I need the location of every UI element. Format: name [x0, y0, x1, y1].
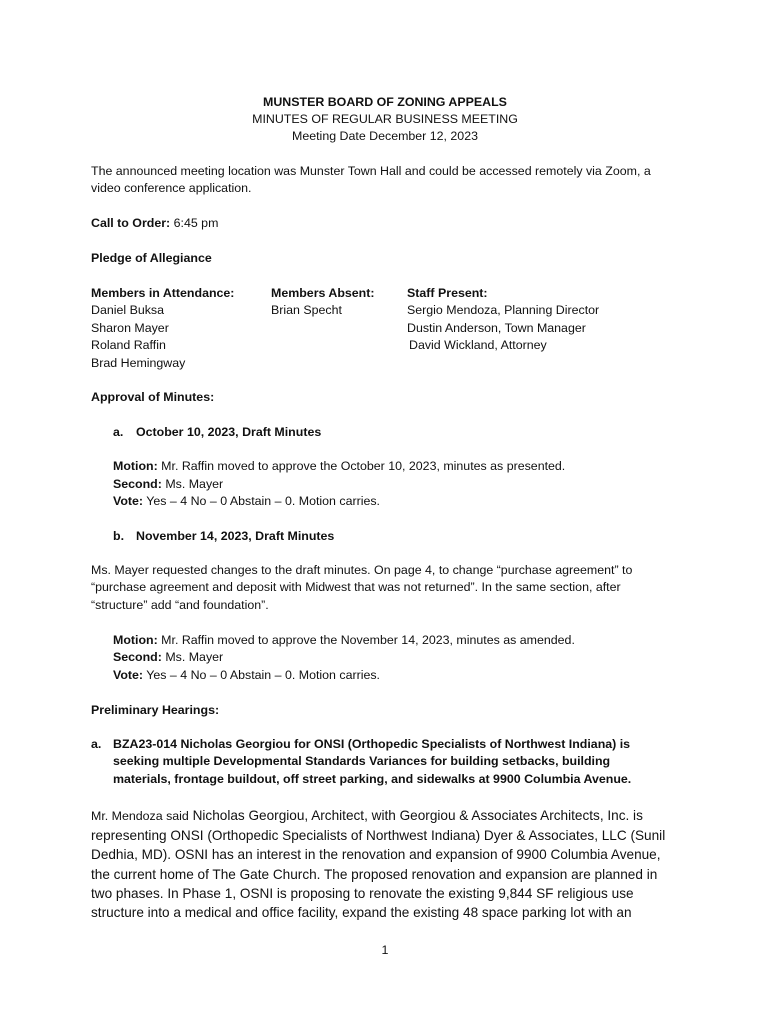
second-label: Second:	[113, 650, 162, 664]
vote-label: Vote:	[113, 668, 144, 682]
intro-paragraph: The announced meeting location was Munster Town Hall and could be accessed remotely via Zoom, a video conference application.	[91, 164, 651, 196]
approval-item-b-second	[113, 649, 673, 666]
approval-item-a-motion	[113, 458, 673, 475]
call-to-order	[91, 215, 681, 232]
approval-item-b-motion	[113, 632, 673, 649]
call-to-order-time: 6:45 pm	[170, 216, 219, 230]
staff-name: Sergio Mendoza, Planning Director	[407, 303, 600, 318]
approval-item-b-vote	[113, 667, 673, 684]
approval-item-a-vote	[113, 493, 673, 510]
member-name: Daniel Buksa	[91, 303, 165, 318]
document-title: MUNSTER BOARD OF ZONING APPEALS	[263, 95, 507, 109]
members-absent-heading: Members Absent:	[271, 286, 375, 300]
members-present-column	[91, 285, 234, 372]
member-name: Roland Raffin	[91, 338, 166, 353]
staff-present-column	[407, 285, 599, 355]
absent-member-name: Brian Specht	[271, 303, 342, 318]
staff-name: David Wickland, Attorney	[409, 338, 547, 353]
staff-name: Dustin Anderson, Town Manager	[407, 320, 586, 335]
approval-item-a-second	[113, 476, 673, 493]
item-letter: a.	[113, 425, 124, 439]
motion-text: Mr. Raffin moved to approve the November 14, 2023, minutes as amended.	[157, 633, 575, 647]
approval-item-b-discussion: Ms. Mayer requested changes to the draft minutes. On page 4, to change “purchase agreement” to “purchase agreement and deposit with Midwest that was not returned”. In the same section, after “structure” add “and foundation”.	[91, 563, 633, 612]
preliminary-item-a-title: BZA23-014 Nicholas Georgiou for ONSI (Orthopedic Specialists of Northwest Indiana) is seeking multiple Developmental Standards Variances for building setbacks, building materials, frontage buildout, off street parking, and sidewalks at 9900 Columbia Avenue.	[113, 737, 632, 786]
pledge-heading: Pledge of Allegiance	[91, 251, 212, 265]
body-lead: Mr. Mendoza said	[91, 809, 189, 823]
page-number: 1	[381, 943, 389, 957]
item-letter: b.	[113, 529, 125, 543]
approval-heading: Approval of Minutes:	[91, 390, 215, 404]
approval-item-a	[113, 424, 673, 441]
staff-present-heading: Staff Present:	[407, 286, 488, 300]
second-label: Second:	[113, 477, 162, 491]
approval-item-a-title: October 10, 2023, Draft Minutes	[136, 425, 322, 439]
motion-text: Mr. Raffin moved to approve the October 10, 2023, minutes as presented.	[157, 459, 566, 473]
approval-item-b-title: November 14, 2023, Draft Minutes	[136, 529, 335, 543]
vote-text: Yes – 4 No – 0 Abstain – 0. Motion carries.	[143, 494, 381, 508]
preliminary-heading: Preliminary Hearings:	[91, 703, 220, 717]
body-text: Nicholas Georgiou, Architect, with Georgiou & Associates Architects, Inc. is representing ONSI (Orthopedic Specialists of Northwest Indiana) Dyer & Associates, LLC (Sunil Dedhia, MD). OSNI has an interest in the renovation and expansion of 9900 Columbia Avenue, the current home of The Gate Church. The proposed renovation and expansion are planned in two phases. In Phase 1, OSNI is proposing to renovate the existing 9,844 SF religious use structure into a medical and office facility, expand the existing 48 space parking lot with an	[91, 808, 666, 921]
members-absent-column	[271, 285, 375, 320]
members-present-heading: Members in Attendance:	[91, 286, 235, 300]
second-text: Ms. Mayer	[161, 650, 224, 664]
motion-label: Motion:	[113, 633, 158, 647]
preliminary-body	[91, 806, 671, 922]
member-name: Brad Hemingway	[91, 355, 186, 370]
second-text: Ms. Mayer	[161, 477, 224, 491]
motion-label: Motion:	[113, 459, 158, 473]
vote-label: Vote:	[113, 494, 144, 508]
member-name: Sharon Mayer	[91, 320, 169, 335]
approval-item-b	[113, 528, 673, 545]
meeting-date: Meeting Date December 12, 2023	[292, 129, 478, 143]
document-subtitle: MINUTES OF REGULAR BUSINESS MEETING	[252, 112, 518, 126]
item-letter: a.	[91, 737, 102, 751]
vote-text: Yes – 4 No – 0 Abstain – 0. Motion carries.	[143, 668, 381, 682]
call-to-order-label: Call to Order:	[91, 216, 171, 230]
